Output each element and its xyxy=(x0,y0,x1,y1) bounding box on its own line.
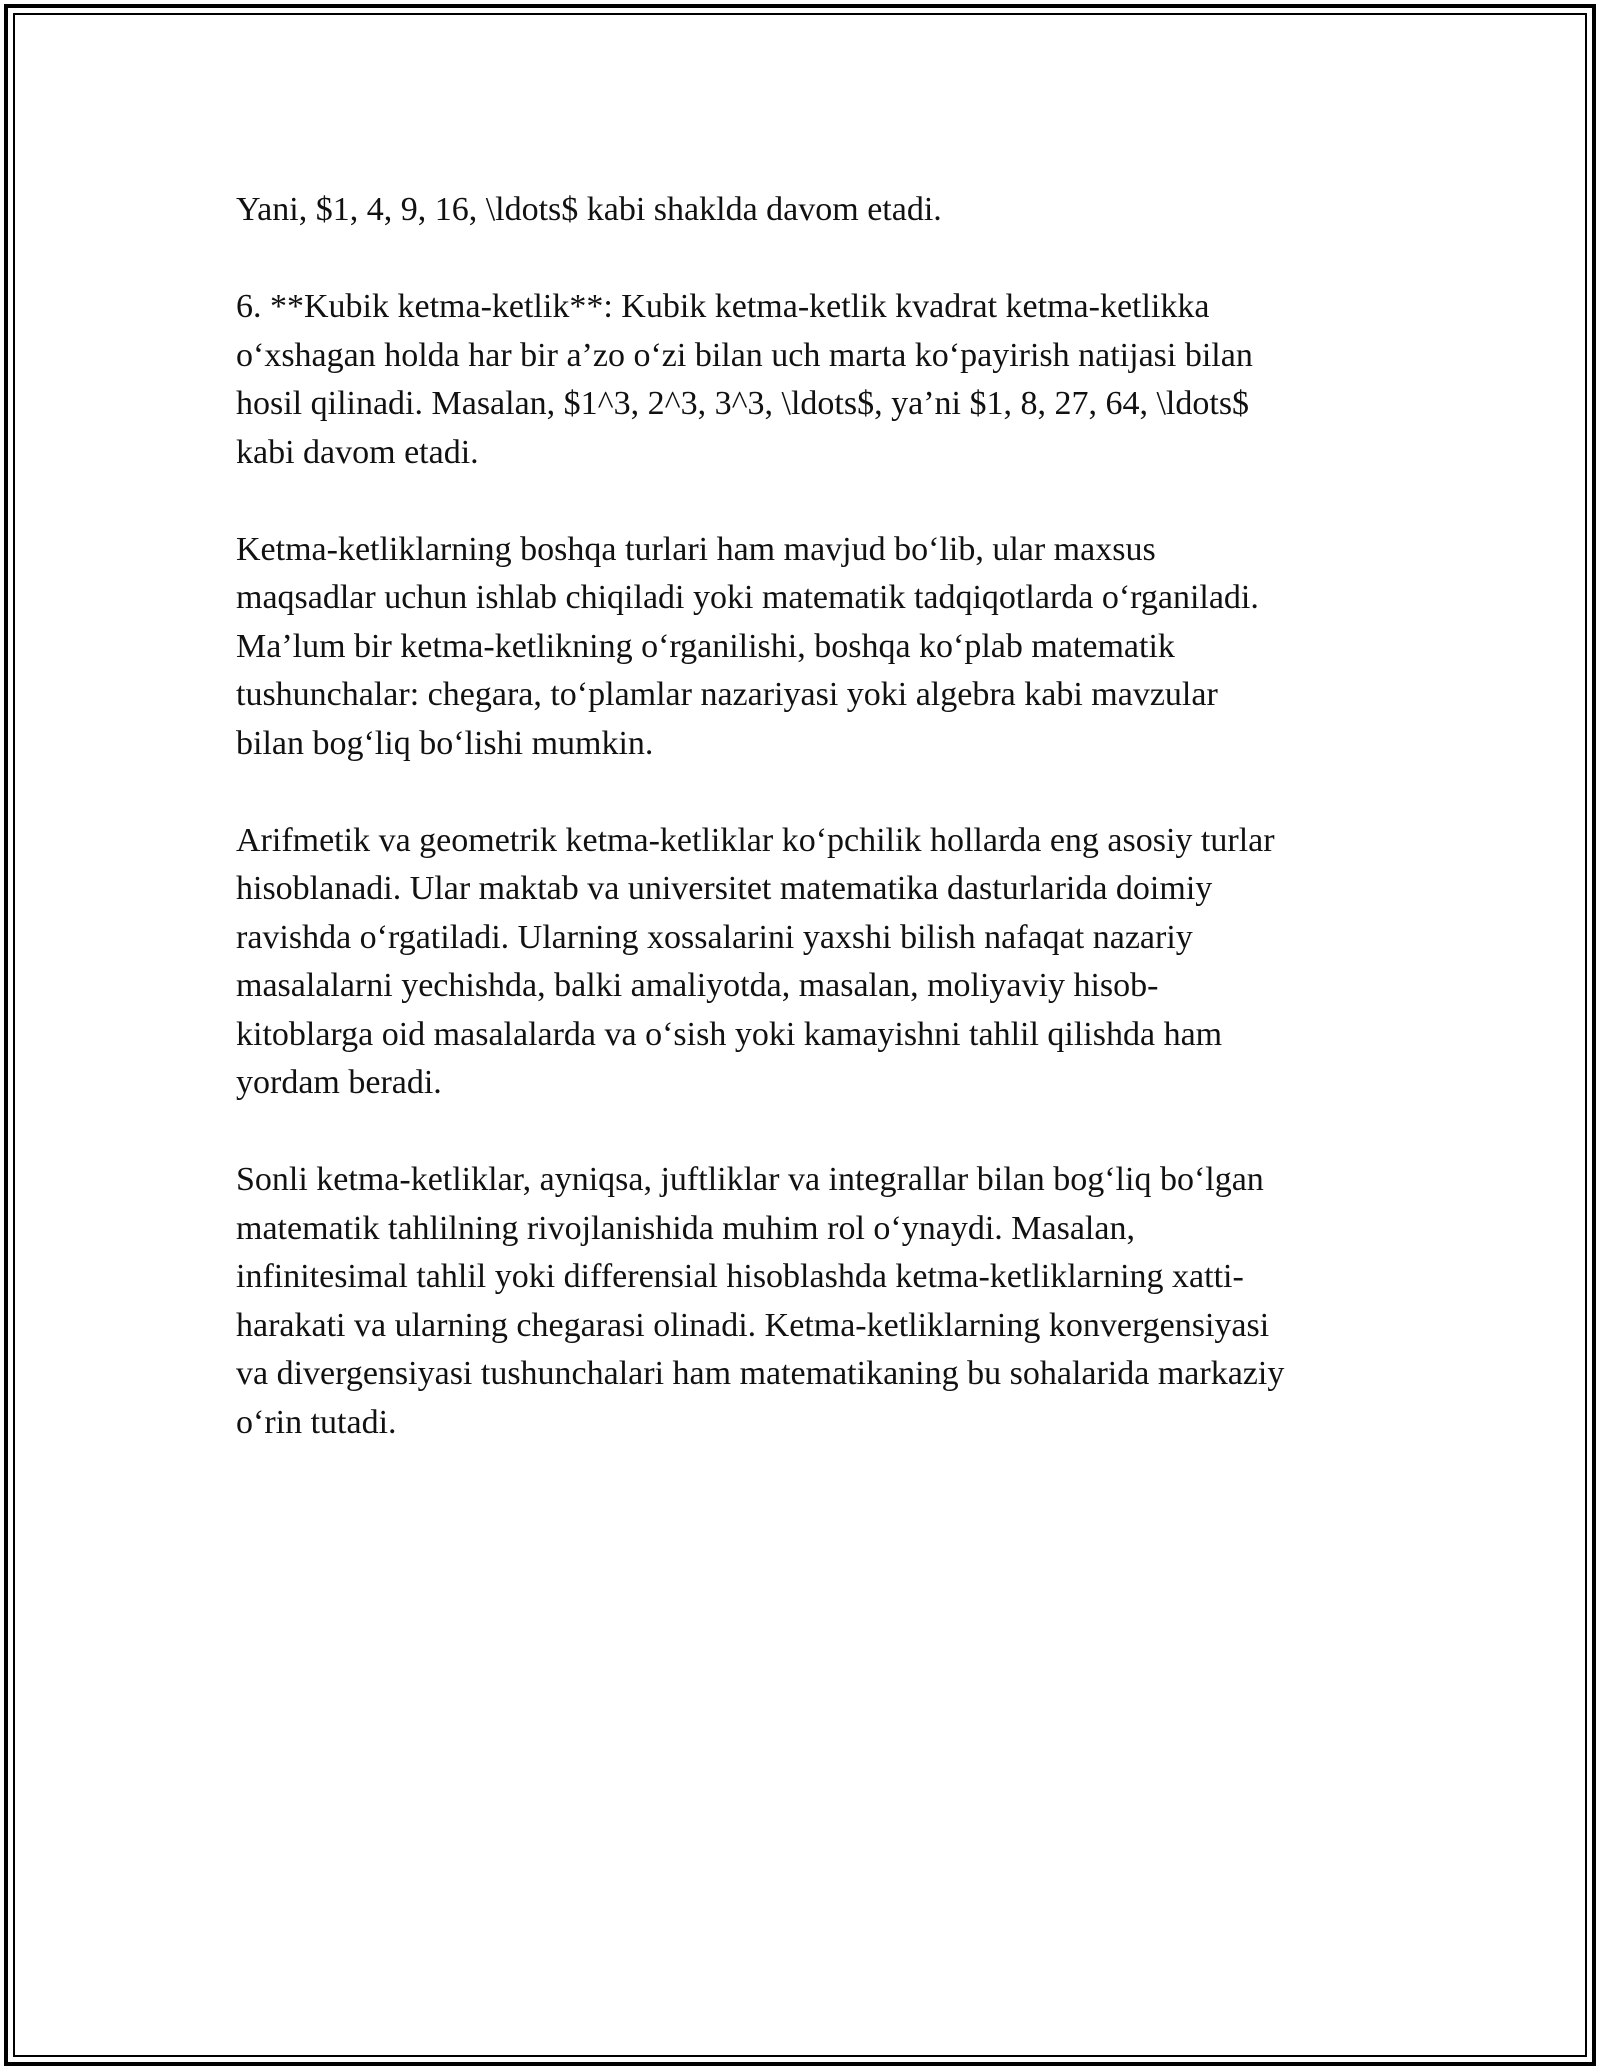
paragraph-cubic-sequence: 6. **Kubik ketma-ketlik**: Kubik ketma-ketlik kvadrat ketma-ketlikka o‘xshagan holda har bir a’zo o‘zi bilan uch marta ko‘payirish natijasi bilan hosil qilinadi. Masalan, $1^3, 2^3, 3^3, \ldots$, ya’ni $1, 8, 27, 64, \ldots$ kabi davom etadi. xyxy=(236,288,1253,471)
paragraph-numeric-sequences-analysis: Sonli ketma-ketliklar, ayniqsa, juftliklar va integrallar bilan bog‘liq bo‘lgan matematik tahlilning rivojlanishida muhim rol o‘ynaydi. Masalan, infinitesimal tahlil yoki differensial hisoblashda ketma-ketliklarning xatti- harakati va ularning chegarasi olinadi. Ketma-ketliklarning konvergensiyasi va divergensiyasi tushunchalari ham matematikaning bu sohalarida markaziy o‘rin tutadi. xyxy=(236,1161,1285,1441)
paragraph-other-sequence-types: Ketma-ketliklarning boshqa turlari ham mavjud bo‘lib, ular maxsus maqsadlar uchun ishlab chiqiladi yoki matematik tadqiqotlarda o‘rganiladi. Ma’lum bir ketma-ketlikning o‘rganilishi, boshqa ko‘plab matematik tushunchalar: chegara, to‘plamlar nazariyasi yoki algebra kabi mavzular bilan bog‘liq bo‘lishi mumkin. xyxy=(236,530,1259,762)
paragraph-arithmetic-geometric: Arifmetik va geometrik ketma-ketliklar ko‘pchilik hollarda eng asosiy turlar hisoblanadi. Ular maktab va universitet matematika dasturlarida doimiy ravishda o‘rgatiladi. Ularning xossalarini yaxshi bilish nafaqat nazariy masalalarni yechishda, balki amaliyotda, masalan, moliyaviy hisob- kitoblarga oid masalalarda va o‘sish yoki kamayishni tahlil qilishda ham yordam beradi. xyxy=(236,821,1275,1101)
paragraph-square-sequence-end: Yani, $1, 4, 9, 16, \ldots$ kabi shaklda davom etadi. xyxy=(236,191,942,228)
document-body xyxy=(236,186,1376,1496)
